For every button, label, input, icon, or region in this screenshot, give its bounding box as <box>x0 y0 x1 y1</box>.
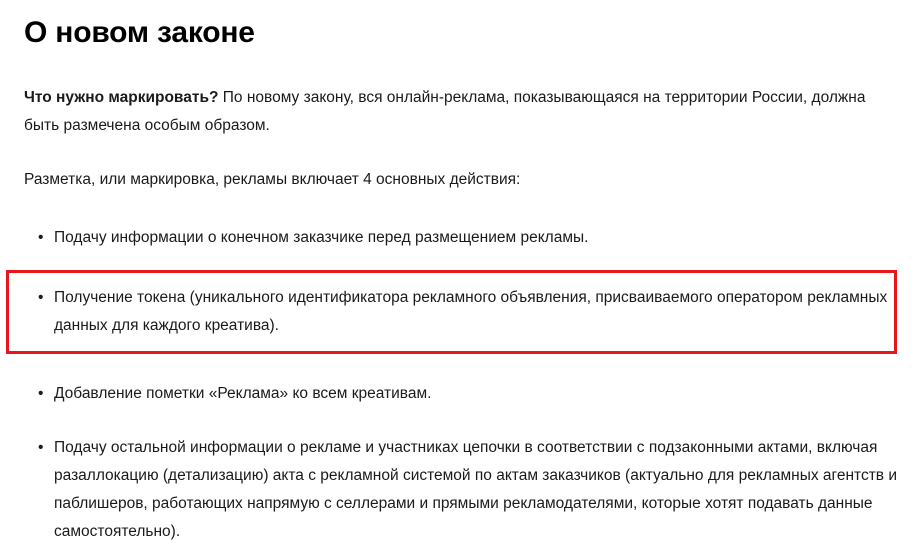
list-item-text: Получение токена (уникального идентификатора рекламного объявления, присваиваемого оператором рекламных данных для каждого креатива). <box>54 289 888 334</box>
bullet-marker-icon: • <box>38 289 44 306</box>
list-item-text: Подачу информации о конечном заказчике перед размещением рекламы. <box>54 229 589 246</box>
list-item <box>24 380 897 408</box>
bullet-marker-icon: • <box>38 229 44 246</box>
paragraph-intro <box>24 84 897 140</box>
paragraph-intro-lead: Что нужно маркировать? <box>24 89 219 106</box>
bullet-marker-icon: • <box>38 439 44 456</box>
list-item-text: Добавление пометки «Реклама» ко всем креативам. <box>54 385 432 402</box>
list-item <box>24 224 897 252</box>
paragraph-steps-intro: Разметка, или маркировка, рекламы включает 4 основных действия: <box>24 171 521 188</box>
list-item <box>24 270 897 354</box>
list-item-highlighted-wrapper <box>0 270 921 354</box>
list-item <box>24 434 897 546</box>
list-item-text: Подачу остальной информации о рекламе и участниках цепочки в соответствии с подзаконными актами, включая разаллокацию (детализацию) акта с рекламной системой по актам заказчиков (актуально для рекламных агентств и паблишеров, работающих напрямую с селлерами и прямыми рекламодателями, которые хотят подавать данные самостоятельно). <box>54 439 897 540</box>
paragraph-intro-text: По новому закону, вся онлайн-реклама, показывающаяся на территории России, должна быть размечена особым образом. <box>24 89 866 134</box>
bullet-marker-icon: • <box>38 385 44 402</box>
page-title: О новом законе <box>24 16 255 49</box>
document-page <box>0 8 921 540</box>
